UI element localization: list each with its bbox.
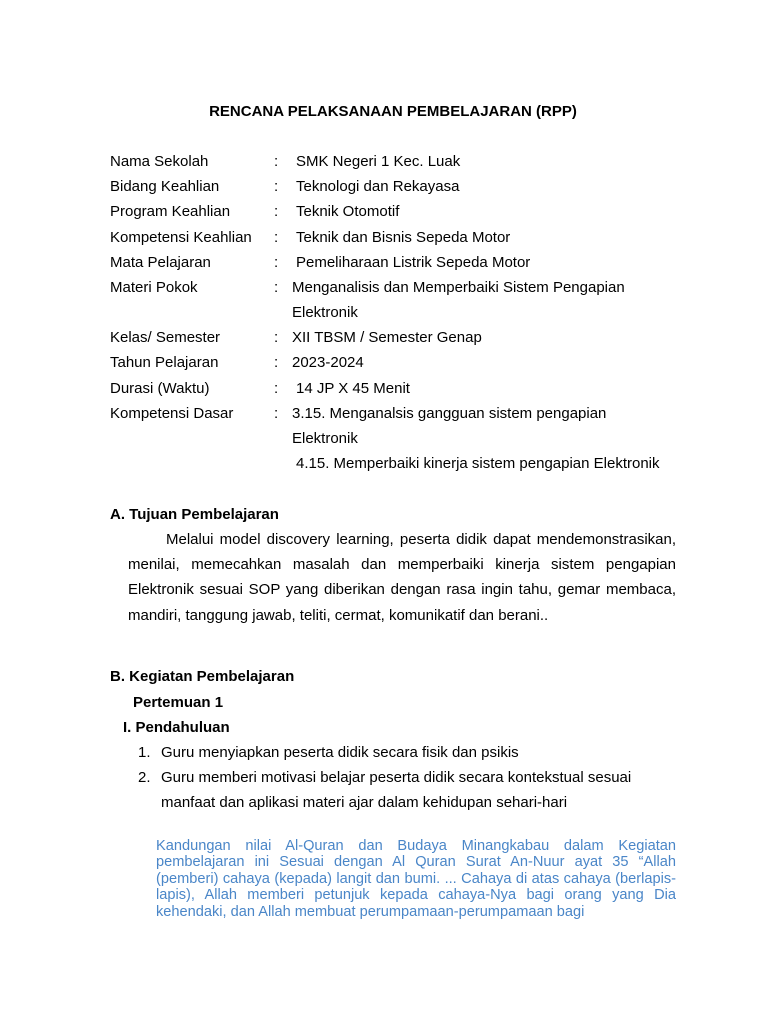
info-continuation: Elektronik xyxy=(292,304,358,321)
section-a-heading: A. Tujuan Pembelajaran xyxy=(110,506,279,523)
list-number: 1. xyxy=(138,744,151,761)
info-label: Program Keahlian xyxy=(110,203,231,220)
info-label: Durasi (Waktu) xyxy=(110,380,210,397)
info-continuation: Elektronik xyxy=(292,430,358,447)
list-item xyxy=(138,765,678,815)
info-row-basic-competency xyxy=(110,401,710,426)
info-colon: : xyxy=(274,229,279,246)
info-value: 2023-2024 xyxy=(292,354,364,371)
info-row-class xyxy=(110,325,710,350)
info-label: Tahun Pelajaran xyxy=(110,354,219,371)
quran-quote: Kandungan nilai Al-Quran dan Budaya Minangkabau dalam Kegiatan pembelajaran ini Sesuai dengan Al Quran Surat An-Nuur ayat 35 “Allah (pemberi) cahaya (kepada) langit dan bumi. ... Cahaya di atas cahaya (berlapis-lapis), Allah memberi petunjuk kepada cahaya-Nya bagi orang yang Dia kehendaki, dan Allah membuat perumpamaan-perumpamaan bagi xyxy=(156,838,676,920)
list-text: Guru menyiapkan peserta didik secara fisik dan psikis xyxy=(161,744,519,761)
info-colon: : xyxy=(274,153,279,170)
introduction-heading: I. Pendahuluan xyxy=(123,719,230,736)
info-label: Kelas/ Semester xyxy=(110,329,221,346)
info-value: Teknik dan Bisnis Sepeda Motor xyxy=(296,229,511,246)
info-value: SMK Negeri 1 Kec. Luak xyxy=(296,153,461,170)
info-value: Menganalisis dan Memperbaiki Sistem Pengapian xyxy=(292,279,625,296)
info-label: Mata Pelajaran xyxy=(110,254,211,271)
section-b-heading: B. Kegiatan Pembelajaran xyxy=(110,668,295,685)
info-colon: : xyxy=(274,279,279,296)
meeting-heading: Pertemuan 1 xyxy=(133,694,224,711)
info-value: Teknologi dan Rekayasa xyxy=(296,178,460,195)
info-value: Teknik Otomotif xyxy=(296,203,400,220)
info-value: XII TBSM / Semester Genap xyxy=(292,329,482,346)
list-item xyxy=(138,740,678,765)
info-label: Bidang Keahlian xyxy=(110,178,220,195)
info-colon: : xyxy=(274,380,279,397)
list-number: 2. xyxy=(138,769,151,786)
info-label: Materi Pokok xyxy=(110,279,198,296)
info-colon: : xyxy=(274,329,279,346)
info-value: 3.15. Menganalsis gangguan sistem pengapian xyxy=(292,405,607,422)
info-row-topic xyxy=(110,275,710,300)
info-extra-competency: 4.15. Memperbaiki kinerja sistem pengapian Elektronik xyxy=(296,455,660,472)
info-row-duration xyxy=(110,376,710,401)
section-a-paragraph: Melalui model discovery learning, peserta didik dapat mendemonstrasikan, menilai, memecahkan masalah dan memperbaiki kinerja sistem pengapian Elektronik sesuai SOP yang diberikan dengan rasa ingin tahu, gemar membaca, mandiri, tanggung jawab, teliti, cermat, komunikatif dan berani.. xyxy=(128,531,676,624)
info-label: Kompetensi Dasar xyxy=(110,405,234,422)
info-colon: : xyxy=(274,254,279,271)
info-row-school xyxy=(110,149,710,174)
info-row-competency xyxy=(110,225,710,250)
info-colon: : xyxy=(274,405,279,422)
info-label: Nama Sekolah xyxy=(110,153,209,170)
info-value: Pemeliharaan Listrik Sepeda Motor xyxy=(296,254,531,271)
info-row-field xyxy=(110,174,710,199)
info-value: 14 JP X 45 Menit xyxy=(296,380,410,397)
info-row-year xyxy=(110,350,710,375)
info-row-subject xyxy=(110,250,710,275)
info-colon: : xyxy=(274,354,279,371)
info-row-program xyxy=(110,199,710,224)
info-colon: : xyxy=(274,203,279,220)
info-label: Kompetensi Keahlian xyxy=(110,229,252,246)
list-text: Guru memberi motivasi belajar peserta didik secara kontekstual sesuai manfaat dan aplikasi materi ajar dalam kehidupan sehari-hari xyxy=(161,769,632,812)
info-colon: : xyxy=(274,178,279,195)
document-title: RENCANA PELAKSANAAN PEMBELAJARAN (RPP) xyxy=(209,103,577,120)
